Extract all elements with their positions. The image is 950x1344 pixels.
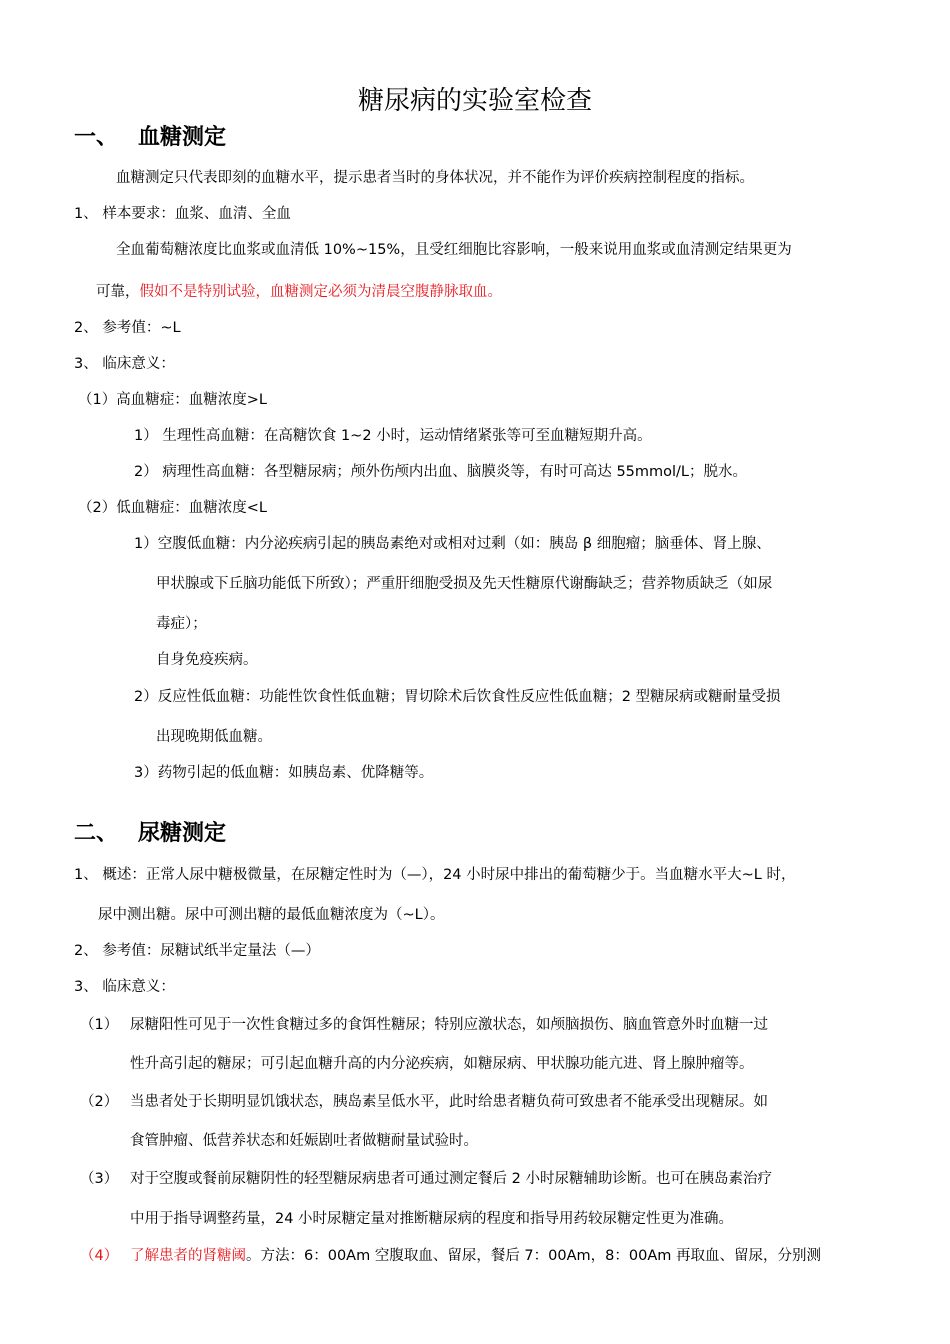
fasting-hypoglycemia-line3: 毒症）； [156,616,207,632]
whole-blood-note-plain: 可靠， [96,284,140,300]
urine-c2-number: （2） [80,1094,119,1110]
reference-value: 2、 参考值：~L [74,320,181,336]
renal-threshold-method: 。方法：6：00Am 空腹取血、留尿，餐后 7：00Am，8：00Am 再取血、留尿，分别测 [246,1248,821,1264]
section-2-heading: 尿糖测定 [138,821,227,846]
whole-blood-note-line1: 全血葡萄糖浓度比血浆或血清低 10%~15%，且受红细胞比容影响，一般来说用血浆或血清测定结果更为 [116,242,792,258]
hyperglycemia-heading: （1）高血糖症：血糖浓度>L [78,392,267,408]
urine-c2-line1: 当患者处于长期明显饥饿状态，胰岛素呈低水平，此时给患者糖负荷可致患者不能承受出现糖尿。如 [130,1094,768,1110]
urine-c1-number: （1） [80,1017,119,1033]
urine-c4-line1 [130,1246,821,1266]
physiological-hyperglycemia: 1） 生理性高血糖：在高糖饮食 1~2 小时，运动情绪紧张等可至血糖短期升高。 [134,428,652,444]
urine-c3-line2: 中用于指导调整药量，24 小时尿糖定量对推断糖尿病的程度和指导用药较尿糖定性更为准确。 [130,1211,734,1227]
urine-overview-line1: 1、 概述：正常人尿中糖极微量，在尿糖定性时为（—），24 小时尿中排出的葡萄糖少于。当血糖水平大~L 时， [74,867,796,883]
section-1-number: 一、 [74,125,119,150]
urine-c3-line1: 对于空腹或餐前尿糖阴性的轻型糖尿病患者可通过测定餐后 2 小时尿糖辅助诊断。也可在胰岛素治疗 [130,1171,772,1187]
urine-reference-value: 2、 参考值：尿糖试纸半定量法（—） [74,943,320,959]
hypoglycemia-heading: （2）低血糖症：血糖浓度<L [78,500,267,516]
urine-clinical-significance: 3、 临床意义： [74,979,175,995]
drug-hypoglycemia: 3）药物引起的低血糖：如胰岛素、优降糖等。 [134,765,434,781]
urine-c3-number: （3） [80,1171,119,1187]
clinical-significance: 3、 临床意义： [74,356,175,372]
fasting-hypoglycemia-line2: 甲状腺或下丘脑功能低下所致）；严重肝细胞受损及先天性糖原代谢酶缺乏；营养物质缺乏（如尿 [156,576,773,592]
pathological-hyperglycemia: 2） 病理性高血糖：各型糖尿病；颅外伤颅内出血、脑膜炎等，有时可高达 55mmol/L；脱水。 [134,464,748,480]
urine-c2-line2: 食管肿瘤、低营养状态和妊娠剧吐者做糖耐量试验时。 [130,1133,478,1149]
fasting-venous-warning: 假如不是特别试验，血糖测定必须为清晨空腹静脉取血。 [139,284,502,300]
section-1-heading: 血糖测定 [138,125,227,150]
urine-c1-line1: 尿糖阳性可见于一次性食糖过多的食饵性糖尿；特别应激状态，如颅脑损伤、脑血管意外时血糖一过 [130,1017,768,1033]
sample-requirement: 1、 样本要求：血浆、血清、全血 [74,206,291,222]
urine-c4-number: （4） [80,1248,119,1264]
renal-threshold-highlight: 了解患者的肾糖阈 [130,1248,246,1264]
fasting-hypoglycemia-line1: 1）空腹低血糖：内分泌疾病引起的胰岛素绝对或相对过剩（如：胰岛 β 细胞瘤；脑垂体、肾上腺、 [134,536,771,552]
section-1-intro: 血糖测定只代表即刻的血糖水平，提示患者当时的身体状况，并不能作为评价疾病控制程度的指标。 [116,170,754,186]
section-2-number: 二、 [74,821,119,846]
fasting-hypoglycemia-line4: 自身免疫疾病。 [156,652,258,668]
urine-c1-line2: 性升高引起的糖尿；可引起血糖升高的内分泌疾病，如糖尿病、甲状腺功能亢进、肾上腺肿瘤等。 [130,1056,754,1072]
reactive-hypoglycemia-line1: 2）反应性低血糖：功能性饮食性低血糖；胃切除术后饮食性反应性低血糖；2 型糖尿病或糖耐量受损 [134,689,781,705]
whole-blood-note-line2 [96,282,502,302]
reactive-hypoglycemia-line2: 出现晚期低血糖。 [156,729,272,745]
urine-overview-line2: 尿中测出糖。尿中可测出糖的最低血糖浓度为（~L）。 [98,907,445,923]
page-title: 糖尿病的实验室检查 [357,86,592,116]
